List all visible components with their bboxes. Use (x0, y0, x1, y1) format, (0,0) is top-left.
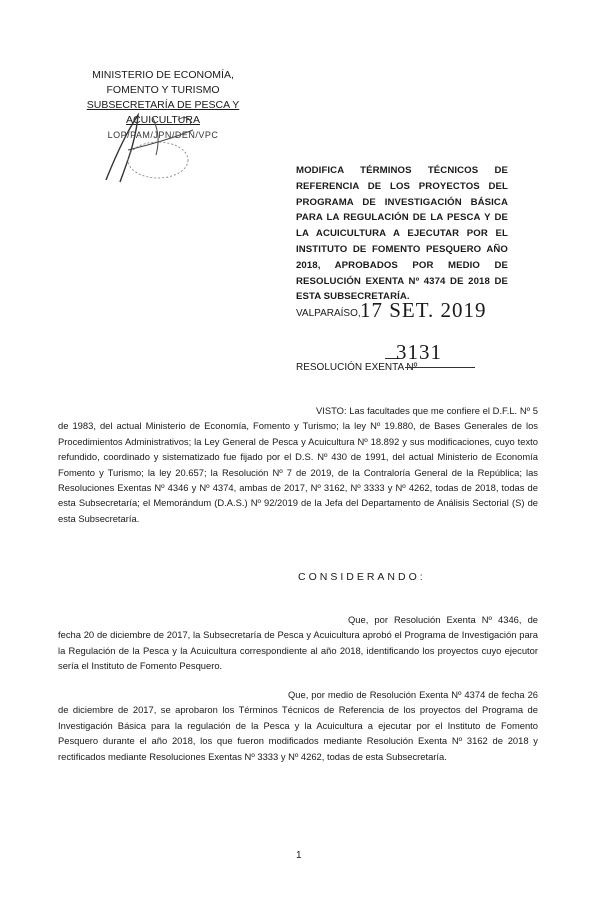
place-label: VALPARAÍSO, (296, 308, 361, 319)
stamped-date: 17 SET. 2019 (360, 298, 487, 322)
signature-stamp (98, 110, 208, 190)
ministry-name-cont: FOMENTO Y TURISMO (106, 84, 220, 96)
considerando-paragraph-2: Que, por medio de Resolución Exenta Nº 4374 de fecha 26 de diciembre de 2017, se aprobaron los Términos Técnicos de Referencia de los proyectos del Programa de Investigación Básica para la regulación de la Pesca y la Acuicultura a ejecutar por el Instituto de Fomento Pesquero durante el año 2018, los que fueron modificados mediante Resolución Exenta Nº 3162 de 2018 y rectificados mediante Resoluciones Exentas Nº 3333 y Nº 4262, todas de esta Subsecretaría. (58, 689, 538, 762)
resolution-summary: MODIFICA TÉRMINOS TÉCNICOS DE REFERENCIA DE LOS PROYECTOS DEL PROGRAMA DE INVESTIGACIÓN BÁSICA PARA LA REGULACIÓN DE LA PESCA Y DE LA ACUICULTURA A EJECUTAR POR EL INSTITUTO DE FOMENTO PESQUERO AÑO 2018, APROBADOS POR MEDIO DE RESOLUCIÓN EXENTA Nº 4374 DE 2018 DE ESTA SUBSECRETARÍA. (296, 165, 508, 303)
initials-reference: LOP/PAM/JPN/DEN/VPC (107, 130, 219, 140)
undersecretariat-name: SUBSECRETARÍA DE PESCA Y ACUICULTURA (86, 99, 240, 126)
resolution-number: 3131 (396, 340, 442, 364)
page-number: 1 (296, 850, 302, 861)
resolution-dash: — (385, 349, 399, 365)
considerando-heading: CONSIDERANDO: (298, 571, 426, 583)
resolution-label: RESOLUCIÓN EXENTA Nº (296, 362, 418, 373)
visto-paragraph: VISTO: Las facultades que me confiere el D.F.L. Nº 5 de 1983, del actual Ministerio de Economía, Fomento y Turismo; la ley Nº 19.880, de Bases Generales de los Procedimientos Administrativos; la Ley General de Pesca y Acuicultura Nº 18.892 y sus modificaciones, cuyo texto refundido, coordinado y sistematizado fue fijado por el D.S. Nº 430 de 1991, del actual Ministerio de Economía Fomento y Turismo; la ley 20.657; la Resolución Nº 7 de 2019, de la Contraloría General de la República; las Resoluciones Exentas Nº 4346 y Nº 4374, ambas de 2017, Nº 3162, Nº 3333 y Nº 4262, todas de 2018, todas de esta Subsecretaría; el Memorándum (D.A.S.) Nº 92/2019 de la Jefa del Departamento de Análisis Sectorial (S) de esta Subsecretaría. (58, 405, 538, 524)
ministry-name: MINISTERIO DE ECONOMÍA, (92, 69, 234, 81)
considerando-paragraph-1: Que, por Resolución Exenta Nº 4346, de fecha 20 de diciembre de 2017, la Subsecretaría de Pesca y Acuicultura aprobó el Programa de Investigación para la Regulación de la Pesca y la Acuicultura correspondiente al año 2018, identificando los proyectos cuyo ejecutor sería el Instituto de Fomento Pesquero. (58, 614, 538, 672)
resolution-underline (405, 367, 475, 368)
